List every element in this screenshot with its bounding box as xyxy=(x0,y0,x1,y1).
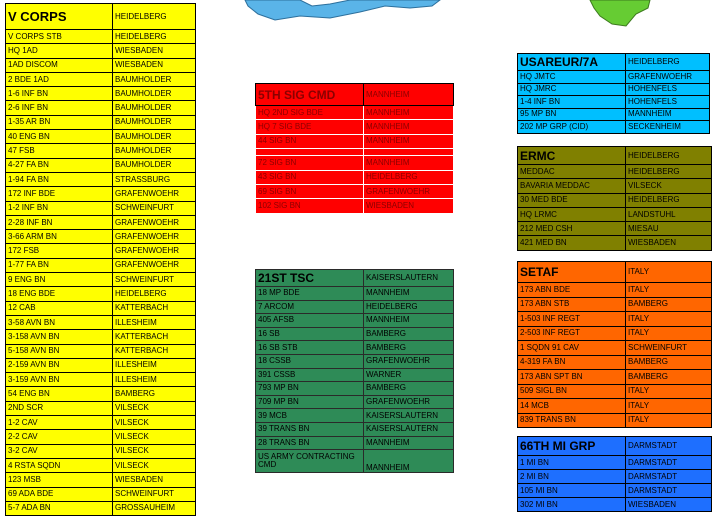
unit-location: WIESBADEN xyxy=(113,473,196,487)
unit-name: 47 FSB xyxy=(6,144,113,158)
table-row xyxy=(256,120,454,134)
unit-name: 2-2 CAV xyxy=(6,430,113,444)
table-row xyxy=(6,115,196,129)
unit-name: 2ND SCR xyxy=(6,401,113,415)
table-row xyxy=(256,436,454,450)
unit-name: HQ JMTC xyxy=(518,71,626,84)
unit-name: HQ JMRC xyxy=(518,83,626,96)
unit-name: 3-159 AVN BN xyxy=(6,373,113,387)
sig-cmd-table xyxy=(255,83,454,214)
unit-location: BAUMHOLDER xyxy=(113,130,196,144)
table-row xyxy=(256,134,454,148)
unit-name: 2-503 INF REGT xyxy=(518,326,626,341)
unit-location: MANNHEIM xyxy=(364,314,454,328)
table-row xyxy=(6,158,196,172)
table-row xyxy=(518,207,712,221)
unit-location: MANNHEIM xyxy=(364,120,454,134)
unit-name: MEDDAC xyxy=(518,165,626,179)
unit-name: HQ 2ND SIG BDE xyxy=(256,106,364,120)
unit-location: ILLESHEIM xyxy=(113,315,196,329)
tsc-title-location: KAISERSLAUTERN xyxy=(364,270,454,287)
table-row xyxy=(6,187,196,201)
unit-name: 793 MP BN xyxy=(256,382,364,396)
unit-location: GRAFENWOEHR xyxy=(364,354,454,368)
unit-name: 43 SIG BN xyxy=(256,170,364,184)
table-row xyxy=(6,287,196,301)
unit-name: 405 AFSB xyxy=(256,314,364,328)
table-row xyxy=(6,501,196,515)
table-row xyxy=(256,395,454,409)
unit-location: DARMSTADT xyxy=(626,470,712,484)
unit-location: BAUMHOLDER xyxy=(113,158,196,172)
unit-name: 105 MI BN xyxy=(518,484,626,498)
unit-location: MANNHEIM xyxy=(626,108,710,121)
usareur-table xyxy=(517,53,710,134)
unit-name: 1-4 INF BN xyxy=(518,96,626,109)
unit-name: 302 MI BN xyxy=(518,498,626,512)
unit-location: MANNHEIM xyxy=(364,156,454,170)
unit-location: VILSECK xyxy=(113,401,196,415)
table-row xyxy=(518,236,712,250)
table-row xyxy=(256,450,454,473)
table-row xyxy=(6,358,196,372)
unit-name: 2 BDE 1AD xyxy=(6,72,113,86)
table-row xyxy=(518,165,712,179)
table-row xyxy=(6,273,196,287)
unit-location: ITALY xyxy=(626,413,712,428)
v-corps-title: V CORPS xyxy=(6,4,113,30)
table-row xyxy=(6,72,196,86)
sig-cmd-rows xyxy=(256,106,454,214)
unit-location: ILLESHEIM xyxy=(113,358,196,372)
unit-name: BAVARIA MEDDAC xyxy=(518,179,626,193)
usareur-title-location: HEIDELBERG xyxy=(626,54,710,71)
unit-location: VILSECK xyxy=(113,458,196,472)
setaf-header-row xyxy=(518,262,712,283)
unit-name: 1-503 INF REGT xyxy=(518,312,626,327)
table-row xyxy=(6,201,196,215)
unit-location: WIESBADEN xyxy=(364,199,454,213)
table-row xyxy=(6,387,196,401)
table-row xyxy=(6,330,196,344)
unit-location: WARNER xyxy=(364,368,454,382)
table-row xyxy=(518,121,710,134)
table-row xyxy=(256,184,454,198)
setaf-title: SETAF xyxy=(518,262,626,283)
unit-location: DARMSTADT xyxy=(626,456,712,470)
unit-location: BAMBERG xyxy=(364,327,454,341)
unit-location: KATTERBACH xyxy=(113,344,196,358)
table-row xyxy=(518,193,712,207)
unit-name: 1-77 FA BN xyxy=(6,258,113,272)
table-row xyxy=(518,83,710,96)
unit-name: 173 ABN STB xyxy=(518,297,626,312)
unit-name: 95 MP BN xyxy=(518,108,626,121)
unit-name: 4 RSTA SQDN xyxy=(6,458,113,472)
table-row xyxy=(6,344,196,358)
unit-location: VILSECK xyxy=(113,430,196,444)
table-row xyxy=(6,58,196,72)
table-row xyxy=(6,44,196,58)
usareur-title: USAREUR/7A xyxy=(518,54,626,71)
table-row xyxy=(518,413,712,428)
table-row xyxy=(518,370,712,385)
unit-name: 69 SIG BN xyxy=(256,184,364,198)
unit-name: 18 MP BDE xyxy=(256,287,364,301)
unit-location: SECKENHEIM xyxy=(626,121,710,134)
ermc-title: ERMC xyxy=(518,147,626,165)
unit-name: 509 SIGL BN xyxy=(518,384,626,399)
table-row xyxy=(256,314,454,328)
mi-grp-table xyxy=(517,436,712,512)
unit-name: 2-159 AVN BN xyxy=(6,358,113,372)
unit-name: 18 CSSB xyxy=(256,354,364,368)
unit-location: GRAFENWOEHR xyxy=(364,395,454,409)
unit-name: HQ LRMC xyxy=(518,207,626,221)
table-row xyxy=(6,130,196,144)
unit-name: 212 MED CSH xyxy=(518,222,626,236)
unit-location: GRAFENWOEHR xyxy=(113,244,196,258)
table-row xyxy=(6,444,196,458)
table-row xyxy=(518,498,712,512)
unit-location: ITALY xyxy=(626,326,712,341)
unit-name: V CORPS STB xyxy=(6,30,113,44)
table-row xyxy=(518,96,710,109)
unit-name: 3-66 ARM BN xyxy=(6,230,113,244)
unit-name: 173 ABN BDE xyxy=(518,283,626,298)
unit-location: VILSECK xyxy=(113,444,196,458)
table-row xyxy=(256,199,454,213)
table-row xyxy=(256,327,454,341)
table-row xyxy=(256,106,454,120)
unit-name: 4-319 FA BN xyxy=(518,355,626,370)
table-row xyxy=(256,170,454,184)
unit-location: SCHWEINFURT xyxy=(626,341,712,356)
unit-location: BAUMHOLDER xyxy=(113,144,196,158)
unit-name: HQ 1AD xyxy=(6,44,113,58)
unit-location: WIESBADEN xyxy=(113,44,196,58)
ermc-header-row xyxy=(518,147,712,165)
unit-location: ITALY xyxy=(626,283,712,298)
table-row xyxy=(256,300,454,314)
unit-name: 14 MCB xyxy=(518,399,626,414)
unit-location: VILSECK xyxy=(113,416,196,430)
unit-name: 16 SB STB xyxy=(256,341,364,355)
table-row xyxy=(256,287,454,301)
table-row xyxy=(518,484,712,498)
unit-location: BAUMHOLDER xyxy=(113,72,196,86)
tsc-rows xyxy=(256,287,454,473)
table-row xyxy=(6,401,196,415)
water-shape xyxy=(245,0,440,20)
unit-name: 5-7 ADA BN xyxy=(6,501,113,515)
unit-location: GRAFENWOEHR xyxy=(113,258,196,272)
table-row xyxy=(518,355,712,370)
table-row xyxy=(6,301,196,315)
unit-name: 172 FSB xyxy=(6,244,113,258)
unit-location: GROSSAUHEIM xyxy=(113,501,196,515)
unit-name: 1-2 INF BN xyxy=(6,201,113,215)
mi-grp-title: 66TH MI GRP xyxy=(518,437,626,456)
unit-location: MANNHEIM xyxy=(364,450,454,473)
table-row xyxy=(6,215,196,229)
table-row xyxy=(6,172,196,186)
unit-location: BAMBERG xyxy=(626,355,712,370)
unit-name: 3-158 AVN BN xyxy=(6,330,113,344)
unit-location: HEIDELBERG xyxy=(364,300,454,314)
table-row xyxy=(518,312,712,327)
table-row xyxy=(256,368,454,382)
unit-location: BAUMHOLDER xyxy=(113,115,196,129)
unit-location: BAMBERG xyxy=(364,341,454,355)
unit-location: HOHENFELS xyxy=(626,83,710,96)
unit-name: 1-6 INF BN xyxy=(6,87,113,101)
unit-name xyxy=(256,149,364,156)
unit-location: ITALY xyxy=(626,312,712,327)
unit-name: 173 ABN SPT BN xyxy=(518,370,626,385)
unit-name: 54 ENG BN xyxy=(6,387,113,401)
unit-location: MANNHEIM xyxy=(364,436,454,450)
unit-name: 421 MED BN xyxy=(518,236,626,250)
unit-location: LANDSTUHL xyxy=(626,207,712,221)
tsc-title: 21ST TSC xyxy=(256,270,364,287)
v-corps-header-row xyxy=(6,4,196,30)
unit-name: 391 CSSB xyxy=(256,368,364,382)
unit-location: GRAFENWOEHR xyxy=(113,230,196,244)
unit-location: BAUMHOLDER xyxy=(113,87,196,101)
unit-location: MIESAU xyxy=(626,222,712,236)
unit-location xyxy=(364,149,454,156)
unit-name: 202 MP GRP (CID) xyxy=(518,121,626,134)
table-row xyxy=(6,101,196,115)
unit-location: HOHENFELS xyxy=(626,96,710,109)
unit-location: SCHWEINFURT xyxy=(113,201,196,215)
table-row xyxy=(518,384,712,399)
table-row xyxy=(518,108,710,121)
unit-location: GRAFENWOEHR xyxy=(113,215,196,229)
unit-name: 16 SB xyxy=(256,327,364,341)
unit-location: HEIDELBERG xyxy=(626,193,712,207)
setaf-title-location: ITALY xyxy=(626,262,712,283)
unit-location: MANNHEIM xyxy=(364,134,454,148)
table-row xyxy=(6,430,196,444)
table-row xyxy=(6,458,196,472)
setaf-table xyxy=(517,261,712,428)
table-row xyxy=(256,409,454,423)
table-row xyxy=(518,456,712,470)
unit-location: VILSECK xyxy=(626,179,712,193)
unit-location: HEIDELBERG xyxy=(626,165,712,179)
unit-name: 2-28 INF BN xyxy=(6,215,113,229)
mi-grp-header-row xyxy=(518,437,712,456)
unit-location: BAMBERG xyxy=(113,387,196,401)
unit-location: WIESBADEN xyxy=(113,58,196,72)
unit-name: 3-58 AVN BN xyxy=(6,315,113,329)
ermc-title-location: HEIDELBERG xyxy=(626,147,712,165)
unit-name: 18 ENG BDE xyxy=(6,287,113,301)
tsc-table xyxy=(255,269,454,473)
table-row xyxy=(6,144,196,158)
unit-name: 1-94 FA BN xyxy=(6,172,113,186)
table-row xyxy=(518,470,712,484)
unit-name: 123 MSB xyxy=(6,473,113,487)
table-row xyxy=(256,341,454,355)
table-row xyxy=(6,30,196,44)
unit-name: 39 MCB xyxy=(256,409,364,423)
table-row xyxy=(6,87,196,101)
table-row xyxy=(518,71,710,84)
unit-location: GRAFENWOEHR xyxy=(113,187,196,201)
table-row xyxy=(6,258,196,272)
unit-location: KAISERSLAUTERN xyxy=(364,409,454,423)
table-row xyxy=(256,422,454,436)
table-row xyxy=(6,487,196,501)
table-row xyxy=(518,326,712,341)
unit-name: 2 MI BN xyxy=(518,470,626,484)
setaf-rows xyxy=(518,283,712,428)
unit-name: 7 ARCOM xyxy=(256,300,364,314)
unit-name: HQ 7 SIG BDE xyxy=(256,120,364,134)
unit-location: HEIDELBERG xyxy=(113,30,196,44)
unit-name: 102 SIG BN xyxy=(256,199,364,213)
unit-location: SCHWEINFURT xyxy=(113,487,196,501)
unit-name: 1-2 CAV xyxy=(6,416,113,430)
v-corps-rows xyxy=(6,30,196,516)
table-row xyxy=(256,149,454,156)
sig-cmd-title-location: MANNHEIM xyxy=(364,84,454,106)
unit-location: DARMSTADT xyxy=(626,484,712,498)
table-row xyxy=(518,341,712,356)
unit-location: KATTERBACH xyxy=(113,330,196,344)
unit-location: KATTERBACH xyxy=(113,301,196,315)
unit-location: HEIDELBERG xyxy=(364,170,454,184)
unit-location: MANNHEIM xyxy=(364,287,454,301)
unit-name: 72 SIG BN xyxy=(256,156,364,170)
usareur-rows xyxy=(518,71,710,134)
unit-location: GRAFENWOEHR xyxy=(626,71,710,84)
unit-location: BAMBERG xyxy=(364,382,454,396)
unit-location: SCHWEINFURT xyxy=(113,273,196,287)
unit-name: 1 MI BN xyxy=(518,456,626,470)
unit-name: 44 SIG BN xyxy=(256,134,364,148)
unit-location: MANNHEIM xyxy=(364,106,454,120)
unit-name: 172 INF BDE xyxy=(6,187,113,201)
table-row xyxy=(518,179,712,193)
unit-name: 40 ENG BN xyxy=(6,130,113,144)
table-row xyxy=(518,222,712,236)
unit-location: ITALY xyxy=(626,384,712,399)
table-row xyxy=(256,156,454,170)
unit-name: 9 ENG BN xyxy=(6,273,113,287)
land-shape xyxy=(590,0,650,26)
unit-name: 1AD DISCOM xyxy=(6,58,113,72)
unit-location: STRASSBURG xyxy=(113,172,196,186)
unit-location: BAMBERG xyxy=(626,370,712,385)
tsc-header-row xyxy=(256,270,454,287)
unit-name: 39 TRANS BN xyxy=(256,422,364,436)
table-row xyxy=(256,354,454,368)
unit-name: US ARMY CONTRACTING CMD xyxy=(256,450,364,473)
table-row xyxy=(6,416,196,430)
table-row xyxy=(6,230,196,244)
ermc-rows xyxy=(518,165,712,251)
mi-grp-rows xyxy=(518,456,712,512)
ermc-table xyxy=(517,146,712,251)
sig-cmd-header-row xyxy=(256,84,454,106)
unit-location: ITALY xyxy=(626,399,712,414)
v-corps-table xyxy=(5,3,196,516)
unit-name: 30 MED BDE xyxy=(518,193,626,207)
unit-location: BAMBERG xyxy=(626,297,712,312)
table-row xyxy=(6,473,196,487)
unit-name: 709 MP BN xyxy=(256,395,364,409)
unit-name: 3-2 CAV xyxy=(6,444,113,458)
unit-name: 28 TRANS BN xyxy=(256,436,364,450)
table-row xyxy=(6,244,196,258)
table-row xyxy=(518,283,712,298)
unit-location: WIESBADEN xyxy=(626,236,712,250)
unit-location: GRAFENWOEHR xyxy=(364,184,454,198)
unit-name: 2-6 INF BN xyxy=(6,101,113,115)
unit-name: 5-158 AVN BN xyxy=(6,344,113,358)
unit-location: BAUMHOLDER xyxy=(113,101,196,115)
unit-name: 1-35 AR BN xyxy=(6,115,113,129)
unit-location: ILLESHEIM xyxy=(113,373,196,387)
table-row xyxy=(6,315,196,329)
table-row xyxy=(518,297,712,312)
table-row xyxy=(6,373,196,387)
v-corps-title-location: HEIDELBERG xyxy=(113,4,196,30)
mi-grp-title-location: DARMSTADT xyxy=(626,437,712,456)
unit-name: 839 TRANS BN xyxy=(518,413,626,428)
table-row xyxy=(518,399,712,414)
unit-name: 4-27 FA BN xyxy=(6,158,113,172)
unit-location: WIESBADEN xyxy=(626,498,712,512)
table-row xyxy=(256,382,454,396)
unit-location: HEIDELBERG xyxy=(113,287,196,301)
usareur-header-row xyxy=(518,54,710,71)
unit-name: 12 CAB xyxy=(6,301,113,315)
sig-cmd-title: 5TH SIG CMD xyxy=(256,84,364,106)
unit-name: 69 ADA BDE xyxy=(6,487,113,501)
unit-location: KAISERSLAUTERN xyxy=(364,422,454,436)
unit-name: 1 SQDN 91 CAV xyxy=(518,341,626,356)
